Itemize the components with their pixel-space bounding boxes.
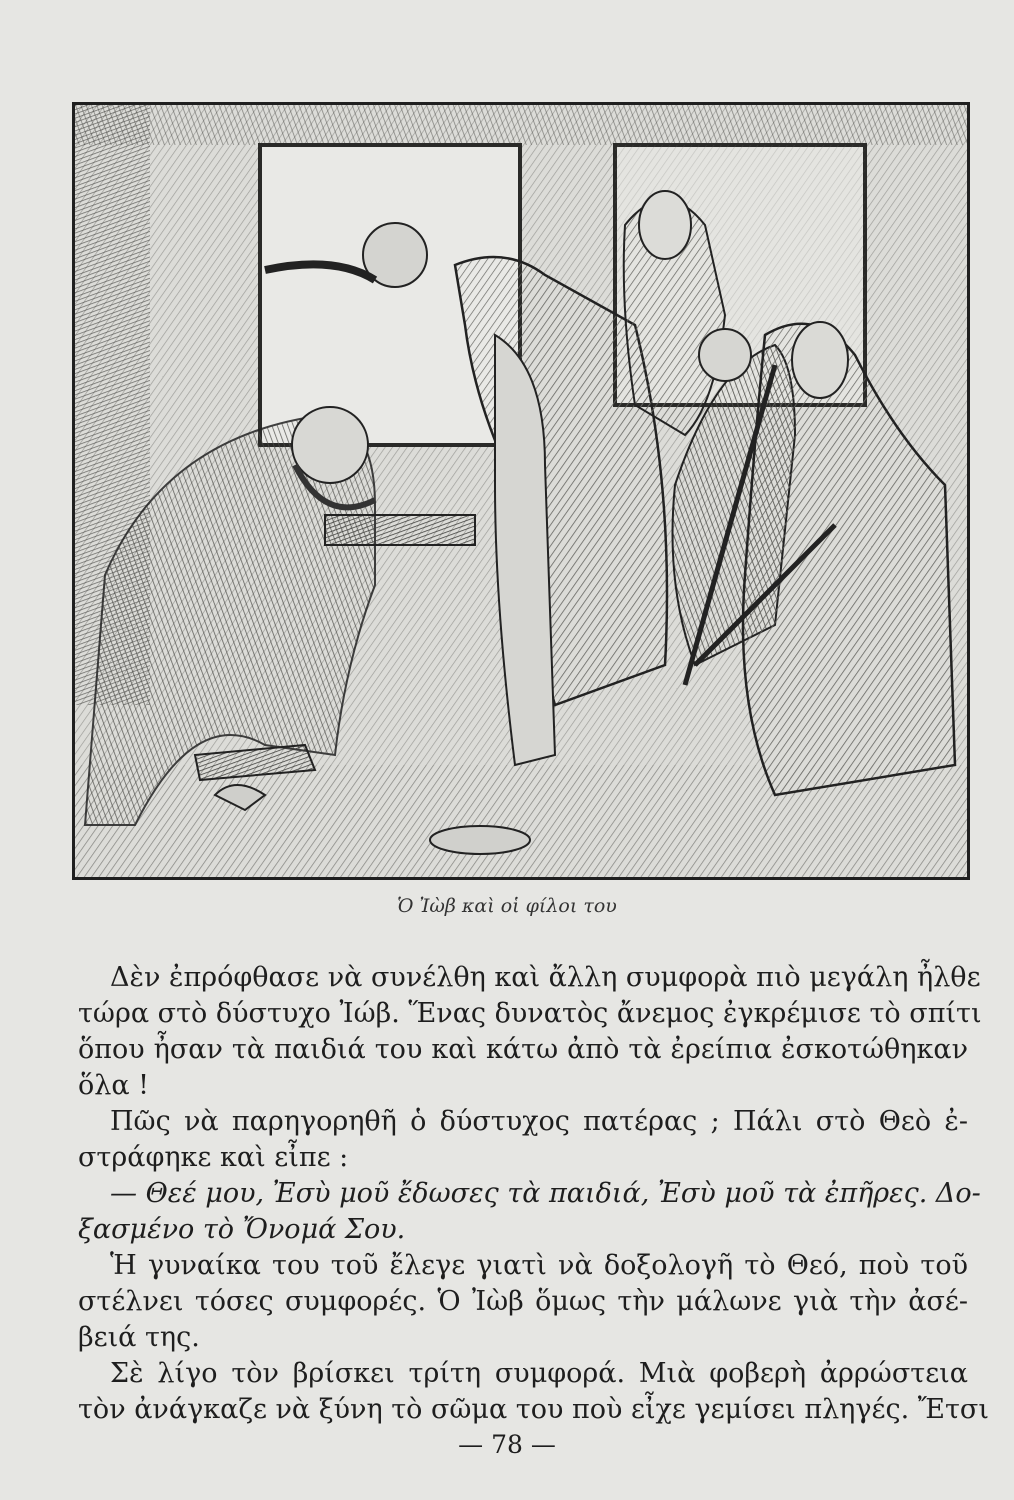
text-line: ὅλα ! xyxy=(78,1070,150,1101)
text-line: Δὲν ἐπρόφθασε νὰ συνέλθη καὶ ἄλλη συμφορὰ πιὸ μεγάλη ἦλθε xyxy=(110,962,981,993)
illustration-caption: Ὁ Ἰὼβ καὶ οἱ φίλοι του xyxy=(397,895,617,917)
text-line: τὸν ἀνάγκαζε νὰ ξύνη τὸ σῶμα του ποὺ εἶχε γεμίσει πληγές. Ἔτσι xyxy=(78,1394,989,1425)
text-line: Ἡ γυναίκα του τοῦ ἔλεγε γιατὶ νὰ δοξολογῆ τὸ Θεό, ποὺ τοῦ xyxy=(110,1250,968,1281)
text-line: ὅπου ἦσαν τὰ παιδιά του καὶ κάτω ἀπὸ τὰ ἐρείπια ἐσκοτώθηκαν xyxy=(78,1034,968,1065)
body-text xyxy=(78,960,989,1428)
dialogue-line: — Θεέ μου, Ἐσὺ μοῦ ἔδωσες τὰ παιδιά, Ἐσὺ μοῦ τὰ ἐπῆρες. Δο- xyxy=(110,1178,981,1209)
text-line: Πῶς νὰ παρηγορηθῆ ὁ δύστυχος πατέρας ; Πάλι στὸ Θεὸ ἐ- xyxy=(110,1106,968,1137)
text-line: Σὲ λίγο τὸν βρίσκει τρίτη συμφορά. Μιὰ φοβερὴ ἀρρώστεια xyxy=(110,1358,968,1389)
engraving-sketch xyxy=(75,105,967,877)
text-line: βειά της. xyxy=(78,1322,200,1353)
text-line: τώρα στὸ δύστυχο Ἰώβ. Ἕνας δυνατὸς ἄνεμος ἐγκρέμισε τὸ σπίτι xyxy=(78,998,982,1029)
page-number: — 78 — xyxy=(458,1430,556,1459)
text-line: στέλνει τόσες συμφορές. Ὁ Ἰὼβ ὅμως τὴν μάλωνε γιὰ τὴν ἀσέ- xyxy=(78,1286,968,1317)
dialogue-line: ξασμένο τὸ Ὄνομά Σου. xyxy=(78,1214,406,1245)
text-line: στράφηκε καὶ εἶπε : xyxy=(78,1142,349,1173)
job-and-friends-engraving xyxy=(72,102,970,880)
